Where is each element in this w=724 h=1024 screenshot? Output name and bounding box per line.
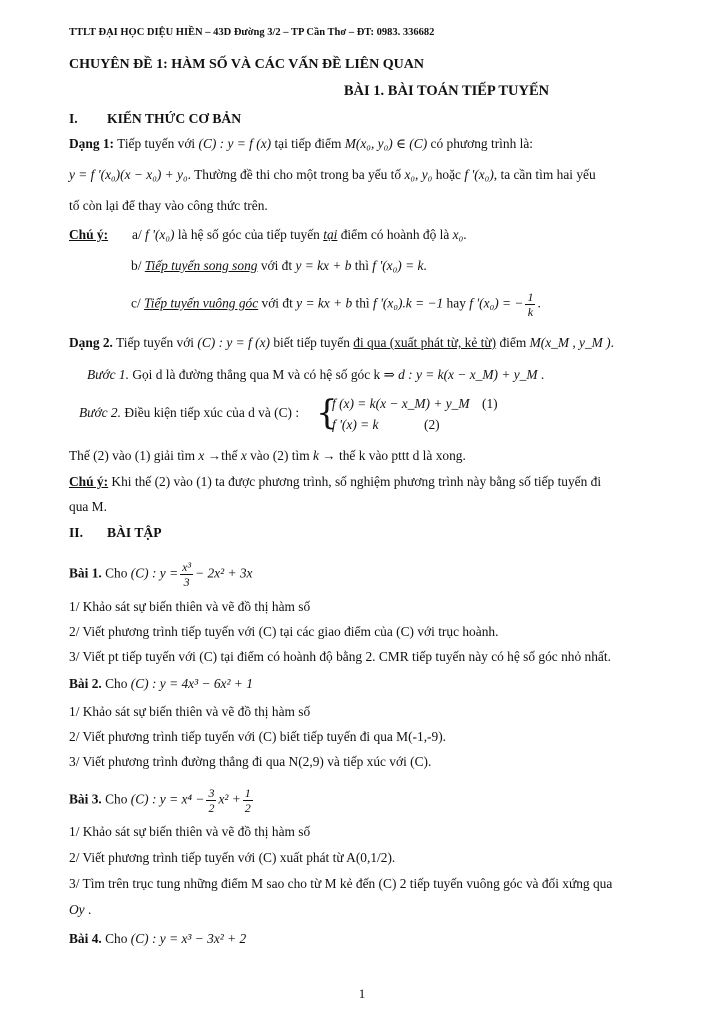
text: có phương trình là:	[427, 136, 533, 151]
note2-line2: qua M.	[69, 499, 107, 514]
bai3-heading	[69, 786, 672, 815]
text: đi qua (xuất phát từ, kẻ từ)	[353, 335, 497, 350]
math: f '(x) = k	[332, 417, 379, 432]
text: .	[463, 227, 467, 242]
note2-line1	[69, 473, 672, 491]
exercise-label: Bài 4.	[69, 931, 102, 946]
bai3-item-3: 3/ Tìm trên trục tung những điểm M sao cho từ M kẻ đến (C) 2 tiếp tuyến vuông góc và đối xứng qua	[69, 876, 613, 891]
text: Cho	[101, 676, 131, 691]
note1-c	[131, 290, 672, 319]
math: x₀, y₀	[404, 167, 433, 182]
math: x² +	[218, 791, 241, 807]
text: với đt	[257, 258, 296, 273]
fraction	[206, 786, 216, 815]
bai3-item-2: 2/ Viết phương trình tiếp tuyến với (C) xuất phát từ A(0,1/2).	[69, 850, 396, 865]
math: (C) : y = x³ − 3x² + 2	[130, 931, 247, 946]
section-number: I.	[69, 111, 78, 126]
text: .	[610, 335, 615, 350]
system-eq2	[332, 416, 672, 434]
text: a/	[132, 227, 146, 242]
fraction	[180, 560, 193, 589]
section-2-heading	[69, 524, 672, 542]
denominator: 2	[208, 801, 215, 815]
bai2-item-3: 3/ Viết phương trình đường thẳng đi qua N(2,9) và tiếp xúc với (C).	[69, 754, 432, 769]
math: (C) : y = 4x³ − 6x² + 1	[130, 676, 253, 691]
text: b/	[131, 258, 145, 273]
bai1-item-3: 3/ Viết pt tiếp tuyến với (C) tại điểm có hoành độ bằng 2. CMR tiếp tuyến này có hệ số góc nhỏ nhất.	[69, 649, 611, 664]
eq-number: (2)	[424, 417, 440, 432]
bai2-heading	[69, 675, 672, 693]
text: thì	[352, 295, 373, 311]
math: x	[240, 448, 247, 463]
text: biết tiếp tuyến	[269, 335, 354, 350]
numerator: 1	[527, 290, 534, 304]
text: , ta cần tìm hai yếu	[493, 167, 596, 182]
section-title: BÀI TẬP	[107, 525, 162, 540]
dang2-step1	[87, 366, 672, 384]
numerator: 3	[208, 786, 215, 800]
eq-number: (1)	[482, 396, 498, 411]
dang2-line1	[69, 334, 672, 352]
text: Cho	[101, 565, 131, 581]
math: f '(x₀) = k	[372, 258, 424, 273]
step-label: Bước 1.	[87, 367, 129, 382]
text: với đt	[258, 295, 297, 311]
text: .	[84, 902, 92, 917]
page-number: 1	[358, 986, 366, 1001]
text: c/	[131, 295, 145, 311]
text: .	[423, 258, 427, 273]
math: ⇒ d : y = k(x − x_M) + y_M	[383, 367, 538, 382]
dang2-the	[69, 447, 672, 465]
math: f '(x₀)	[464, 167, 494, 182]
page-header: TTLT ĐẠI HỌC DIỆU HIỀN – 43D Đường 3/2 – TP Cần Thơ – ĐT: 0983. 336682	[69, 27, 435, 38]
math: f '(x₀).k = −1	[373, 295, 444, 311]
text: thì	[351, 258, 373, 273]
bai2-item-2: 2/ Viết phương trình tiếp tuyến với (C) biết tiếp tuyến đi qua M(-1,-9).	[69, 729, 447, 744]
text: điểm có hoành độ là	[337, 227, 453, 242]
math: y = kx + b	[296, 295, 353, 311]
text: hoặc	[432, 167, 465, 182]
text: .	[537, 295, 541, 311]
text: Tiếp tuyến với	[112, 335, 198, 350]
note-label: Chú ý:	[69, 227, 109, 242]
text: tại	[323, 227, 338, 242]
bai1-heading	[69, 560, 672, 589]
text: Cho	[101, 791, 131, 807]
fraction	[243, 786, 253, 815]
bai3-item-1: 1/ Khảo sát sự biến thiên và vẽ đồ thị hàm số	[69, 824, 311, 839]
bai1-item-1: 1/ Khảo sát sự biến thiên và vẽ đồ thị hàm số	[69, 599, 311, 614]
bai1-item-2: 2/ Viết phương trình tiếp tuyến với (C) tại các giao điểm của (C) với trục hoành.	[69, 624, 499, 639]
dang1-line1	[69, 135, 672, 153]
text: vào (2) tìm	[246, 448, 313, 463]
text: Tiếp tuyến vuông góc	[144, 295, 259, 311]
dang1-label: Dạng 1:	[69, 136, 115, 151]
text: Điều kiện tiếp xúc của d và (C) :	[120, 405, 300, 420]
text: Tiếp tuyến với	[114, 136, 199, 151]
bai2-item-1: 1/ Khảo sát sự biến thiên và vẽ đồ thị hàm số	[69, 704, 311, 719]
numerator: x³	[182, 560, 192, 574]
fraction	[525, 290, 535, 319]
text: Thế (2) vào (1) giải tìm	[69, 448, 199, 463]
note-label: Chú ý:	[69, 474, 109, 489]
text: Cho	[101, 931, 131, 946]
text: .	[537, 367, 545, 382]
denominator: k	[527, 305, 534, 319]
math: (C) : y = x⁴ −	[130, 791, 205, 807]
math: f '(x₀) = −	[469, 295, 524, 311]
text: thế	[221, 448, 241, 463]
tangent-equation: y = f '(x₀)(x − x₀) + y₀	[69, 167, 188, 182]
denominator: 2	[244, 801, 251, 815]
math: f '(x₀)	[145, 227, 175, 242]
numerator: 1	[244, 786, 251, 800]
section-title: KIẾN THỨC CƠ BẢN	[107, 111, 242, 126]
dang2-label: Dạng 2.	[69, 335, 113, 350]
text: Tiếp tuyến song song	[144, 258, 258, 273]
lesson-title: BÀI 1. BÀI TOÁN TIẾP TUYẾN	[343, 83, 550, 99]
bai3-tail	[69, 901, 672, 919]
math: M(x₀, y₀) ∈ (C)	[344, 136, 428, 151]
math: x₀	[452, 227, 464, 242]
section-1-heading	[69, 110, 672, 128]
math: (C) : y =	[130, 565, 179, 581]
math: x →	[198, 448, 222, 463]
text: thế k vào pttt d là xong.	[335, 448, 466, 463]
bai4-heading	[69, 930, 672, 948]
section-number: II.	[69, 525, 83, 540]
note1-b	[131, 257, 672, 275]
math: k →	[312, 448, 336, 463]
exercise-label: Bài 2.	[69, 676, 102, 691]
text: . Thường đề thi cho một trong ba yếu tố	[187, 167, 405, 182]
system-brace: {	[316, 393, 338, 433]
math: M(x_M , y_M )	[529, 335, 611, 350]
text: Khi thế (2) vào (1) ta được phương trình, số nghiệm phương trình này bằng số tiếp tuyến đi	[108, 474, 602, 489]
math: y = kx + b	[295, 258, 352, 273]
note1-a	[69, 226, 672, 244]
step-label: Bước 2.	[79, 405, 121, 420]
exercise-label: Bài 3.	[69, 791, 102, 807]
text: hay	[443, 295, 470, 311]
exercise-label: Bài 1.	[69, 565, 102, 581]
text: là hệ số góc của tiếp tuyến	[174, 227, 324, 242]
math: − 2x² + 3x	[195, 565, 253, 581]
text: tại tiếp điểm	[271, 136, 345, 151]
text: Gọi d là đường thẳng qua M và có hệ số góc k	[128, 367, 384, 382]
dang1-line3: tố còn lại để thay vào công thức trên.	[69, 198, 268, 213]
denominator: 3	[183, 575, 190, 589]
chapter-title: CHUYÊN ĐỀ 1: HÀM SỐ VÀ CÁC VẤN ĐỀ LIÊN QUAN	[69, 57, 424, 72]
text: điểm	[496, 335, 530, 350]
dang1-line2	[69, 166, 672, 184]
math: f (x) = k(x − x_M) + y_M	[332, 396, 470, 411]
math: Oy	[69, 902, 85, 917]
math: (C) : y = f (x)	[197, 335, 270, 350]
math: (C) : y = f (x)	[198, 136, 272, 151]
system-eq1	[332, 395, 672, 413]
